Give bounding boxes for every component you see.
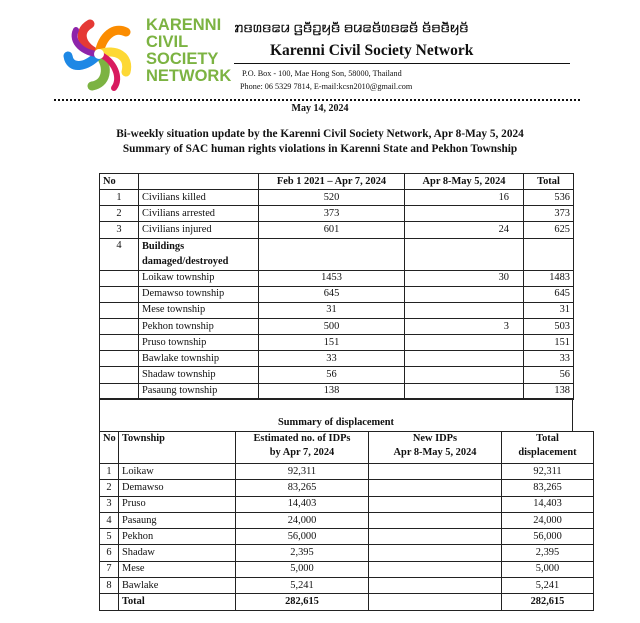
table-row: [100, 529, 594, 545]
row-total: 151: [524, 335, 574, 351]
row-township: Loikaw: [119, 464, 236, 480]
row-period: [405, 351, 524, 367]
row-total-displacement: 83,265: [502, 480, 594, 496]
row-before: [259, 238, 405, 270]
row-no: [100, 351, 139, 367]
col-total-displacement: [502, 432, 594, 464]
total-new-idps: [369, 594, 502, 610]
org-name-karenni-script: ꤊꤢꤛꤢꤘꤣ ꤞꤢꤪꤑꤟꤢꤪ ꤋꤣꤘꤢꤩꤛꤢꤘꤢꤩ ꤢꤩꤋꤢꤩꤧꤟꤢꤩ: [234, 19, 469, 36]
row-no: [100, 318, 139, 334]
table-header-row: [100, 174, 574, 190]
row-total-displacement: 92,311: [502, 464, 594, 480]
row-label: Civilians arrested: [139, 206, 259, 222]
row-new-idps: [369, 561, 502, 577]
row-total: 33: [524, 351, 574, 367]
buildings-label-line: damaged/destroyed: [142, 256, 229, 268]
row-before: 138: [259, 383, 405, 399]
buildings-label-line: Buildings: [142, 241, 185, 253]
col-period: Apr 8-May 5, 2024: [405, 174, 524, 190]
table-row: [100, 335, 574, 351]
row-township: Bawlake: [119, 578, 236, 594]
row-no: 1: [100, 190, 139, 206]
row-period: 3: [405, 318, 524, 334]
row-total-displacement: 24,000: [502, 512, 594, 528]
total-idps: 282,615: [236, 594, 369, 610]
logo-line: SOCIETY: [146, 50, 219, 68]
row-before: 373: [259, 206, 405, 222]
displacement-title: Summary of displacement: [99, 398, 573, 432]
col-idps: [236, 432, 369, 464]
row-no: [100, 335, 139, 351]
row-no: [100, 286, 139, 302]
table-row: [100, 270, 574, 286]
table-row: [100, 367, 574, 383]
table-row: [100, 578, 594, 594]
row-no: 6: [100, 545, 119, 561]
row-new-idps: [369, 464, 502, 480]
row-township: Pruso: [119, 496, 236, 512]
postal-address: P.O. Box - 100, Mae Hong Son, 58000, Thailand: [242, 69, 402, 78]
row-label: Pekhon township: [139, 318, 259, 334]
row-township: Mese: [119, 561, 236, 577]
row-before: 645: [259, 286, 405, 302]
row-no: 1: [100, 464, 119, 480]
col-no: No: [100, 174, 139, 190]
row-no: 4: [100, 512, 119, 528]
header-line: Total: [536, 433, 559, 444]
row-no: 2: [100, 206, 139, 222]
row-new-idps: [369, 480, 502, 496]
row-no: 7: [100, 561, 119, 577]
row-label: Civilians killed: [139, 190, 259, 206]
header-line: Estimated no. of IDPs: [253, 433, 351, 444]
report-title: Bi-weekly situation update by the Karenni Civil Society Network, Apr 8-May 5, 2024: [116, 128, 524, 140]
col-category: [139, 174, 259, 190]
table-row: [100, 480, 594, 496]
row-period: [405, 206, 524, 222]
row-no: 8: [100, 578, 119, 594]
col-no: No: [100, 432, 119, 464]
row-total: [524, 238, 574, 270]
displacement-table: [99, 431, 577, 611]
dotted-divider: [54, 99, 580, 101]
row-period: [405, 302, 524, 318]
table-row: [100, 206, 574, 222]
table-row: [100, 351, 574, 367]
table-row: [100, 190, 574, 206]
contact-info: Phone: 06 5329 7814, E-mail:kcsn2010@gmail.com: [240, 82, 413, 91]
row-before: 601: [259, 222, 405, 238]
header-line: Apr 8-May 5, 2024: [393, 447, 477, 458]
row-period: [405, 286, 524, 302]
report-subtitle: Summary of SAC human rights violations in Karenni State and Pekhon Township: [122, 143, 518, 155]
row-label: Shadaw township: [139, 367, 259, 383]
row-total-displacement: 56,000: [502, 529, 594, 545]
row-label: Mese township: [139, 302, 259, 318]
row-total: 1483: [524, 270, 574, 286]
row-period: 16: [405, 190, 524, 206]
row-period: [405, 383, 524, 399]
header-line: displacement: [518, 447, 577, 458]
row-before: 151: [259, 335, 405, 351]
row-idps: 5,000: [236, 561, 369, 577]
row-idps: 83,265: [236, 480, 369, 496]
row-no: [100, 594, 119, 610]
row-idps: 56,000: [236, 529, 369, 545]
logo-line: NETWORK: [146, 67, 232, 85]
header-line: by Apr 7, 2024: [269, 447, 335, 458]
violations-table: [99, 173, 573, 400]
row-label: Civilians injured: [139, 222, 259, 238]
table-row: [100, 286, 574, 302]
row-total: 503: [524, 318, 574, 334]
row-total: 536: [524, 190, 574, 206]
header-rule: [234, 63, 570, 64]
table-row: [100, 464, 594, 480]
row-total: 645: [524, 286, 574, 302]
total-displacement: 282,615: [502, 594, 594, 610]
row-new-idps: [369, 529, 502, 545]
row-label: Pasaung township: [139, 383, 259, 399]
displacement-body: [100, 464, 594, 611]
row-period: 24: [405, 222, 524, 238]
logo-line: CIVIL: [146, 33, 189, 51]
col-total: Total: [524, 174, 574, 190]
table-row: [100, 545, 594, 561]
row-idps: 24,000: [236, 512, 369, 528]
table-row: [100, 561, 594, 577]
row-no: 3: [100, 222, 139, 238]
row-total: 373: [524, 206, 574, 222]
table-row: [100, 512, 594, 528]
row-before: 520: [259, 190, 405, 206]
row-idps: 92,311: [236, 464, 369, 480]
org-name: Karenni Civil Society Network: [270, 42, 474, 59]
row-total-displacement: 14,403: [502, 496, 594, 512]
row-no: 3: [100, 496, 119, 512]
total-row: [100, 594, 594, 610]
row-idps: 2,395: [236, 545, 369, 561]
row-label: Demawso township: [139, 286, 259, 302]
row-new-idps: [369, 578, 502, 594]
row-total-displacement: 2,395: [502, 545, 594, 561]
row-period: [405, 367, 524, 383]
row-idps: 5,241: [236, 578, 369, 594]
logo-line: KARENNI: [146, 16, 222, 34]
table-row: [100, 302, 574, 318]
row-township: Pasaung: [119, 512, 236, 528]
table-row: [100, 222, 574, 238]
table-row-buildings: [100, 238, 574, 270]
row-new-idps: [369, 512, 502, 528]
table-row: [100, 496, 594, 512]
table-header-row: [100, 432, 594, 464]
address-block: [240, 67, 412, 93]
row-no: [100, 367, 139, 383]
row-no: [100, 302, 139, 318]
violations-body: [100, 190, 574, 400]
row-before: 1453: [259, 270, 405, 286]
logo-wordmark: [146, 17, 231, 85]
row-before: 56: [259, 367, 405, 383]
row-no: [100, 270, 139, 286]
report-date: May 14, 2024: [291, 103, 349, 114]
row-new-idps: [369, 545, 502, 561]
row-before: 500: [259, 318, 405, 334]
col-township: Township: [119, 432, 236, 464]
row-no: [100, 383, 139, 399]
row-label: Bawlake township: [139, 351, 259, 367]
row-total-displacement: 5,241: [502, 578, 594, 594]
row-total: 625: [524, 222, 574, 238]
row-total: 56: [524, 367, 574, 383]
row-total: 31: [524, 302, 574, 318]
row-total-displacement: 5,000: [502, 561, 594, 577]
row-period: 30: [405, 270, 524, 286]
col-before: Feb 1 2021 – Apr 7, 2024: [259, 174, 405, 190]
row-no: 2: [100, 480, 119, 496]
table-row: [100, 318, 574, 334]
row-before: 33: [259, 351, 405, 367]
row-idps: 14,403: [236, 496, 369, 512]
row-no: 5: [100, 529, 119, 545]
row-before: 31: [259, 302, 405, 318]
header-line: New IDPs: [412, 433, 458, 444]
row-period: [405, 335, 524, 351]
total-label: Total: [119, 594, 236, 610]
row-new-idps: [369, 496, 502, 512]
row-period: [405, 238, 524, 270]
kcsn-logo: [62, 14, 136, 94]
row-no: 4: [100, 238, 139, 270]
row-township: Shadaw: [119, 545, 236, 561]
table-row: [100, 383, 574, 399]
row-total: 138: [524, 383, 574, 399]
row-township: Demawso: [119, 480, 236, 496]
row-label: Pruso township: [139, 335, 259, 351]
row-label: [139, 238, 259, 270]
row-label: Loikaw township: [139, 270, 259, 286]
row-township: Pekhon: [119, 529, 236, 545]
col-new-idps: [369, 432, 502, 464]
